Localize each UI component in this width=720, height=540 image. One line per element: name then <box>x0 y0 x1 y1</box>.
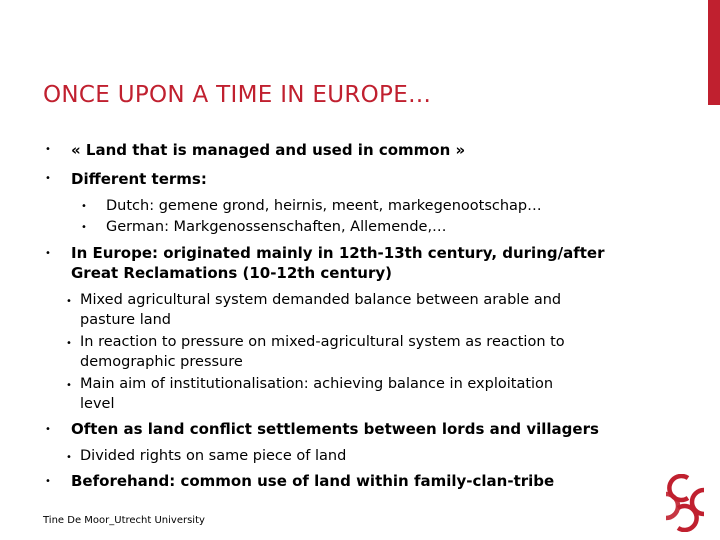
sub-bullet-item: Divided rights on same piece of land <box>80 448 347 464</box>
bullet-icon: • <box>66 452 72 463</box>
bullet-item: Often as land conflict settlements between lords and villagers <box>71 420 599 438</box>
sub-bullet-line: Mixed agricultural system demanded balance between arable and <box>80 292 562 308</box>
sub-bullet-item: German: Markgenossenschaften, Allemende,… <box>106 219 447 235</box>
bullet-icon: • <box>66 338 72 349</box>
bullet-icon: • <box>45 173 51 184</box>
bullet-icon: • <box>66 380 72 391</box>
bullet-icon: • <box>81 201 87 212</box>
sub-bullet-line: level <box>80 396 115 412</box>
sub-bullet-item: Dutch: gemene grond, heirnis, meent, markegenootschap… <box>106 198 542 214</box>
bullet-item: « Land that is managed and used in common » <box>71 141 466 159</box>
bullet-icon: • <box>45 248 51 259</box>
bullet-item: Beforehand: common use of land within family-clan-tribe <box>71 472 555 490</box>
university-logo-icon <box>658 474 708 532</box>
bullet-item-line: Great Reclamations (10-12th century) <box>71 264 392 282</box>
bullet-item-line: In Europe: originated mainly in 12th-13th century, during/after <box>71 244 605 262</box>
bullet-icon: • <box>66 296 72 307</box>
footer-credit: Tine De Moor_Utrecht University <box>43 515 205 526</box>
bullet-icon: • <box>81 222 87 233</box>
bullet-icon: • <box>45 424 51 435</box>
bullet-item: Different terms: <box>71 170 207 188</box>
bullet-icon: • <box>45 144 51 155</box>
sub-bullet-line: Main aim of institutionalisation: achieving balance in exploitation <box>80 376 554 392</box>
sub-bullet-line: In reaction to pressure on mixed-agricultural system as reaction to <box>80 334 565 350</box>
sub-bullet-line: demographic pressure <box>80 354 243 370</box>
bullet-icon: • <box>45 476 51 487</box>
sub-bullet-line: pasture land <box>80 312 172 328</box>
slide-title: ONCE UPON A TIME IN EUROPE… <box>43 82 432 108</box>
